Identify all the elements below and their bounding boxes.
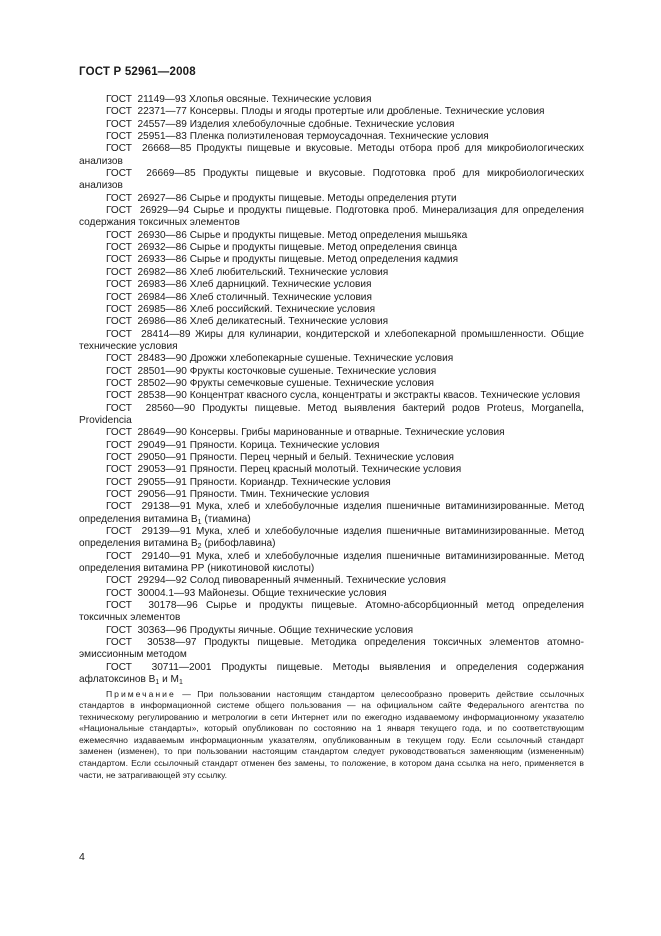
entry-code: 28560—90 (145, 402, 196, 414)
entry-title: Сырье и продукты пищевые. Метод определения мышьяка (189, 229, 468, 241)
entry-code: 26932—86 (137, 242, 187, 254)
entry-code: 26668—85 (141, 143, 192, 155)
entry-prefix: ГОСТ (106, 390, 132, 402)
reference-entry (79, 143, 584, 168)
entry-prefix: ГОСТ (106, 624, 132, 636)
entry-title: Хлеб дарницкий. Технические условия (189, 279, 372, 291)
reference-entry (79, 292, 584, 304)
entry-title: Изделия хлебобулочные сдобные. Технические условия (189, 118, 455, 130)
entry-tail: (тиамина) (201, 513, 251, 525)
entry-subscript: 1 (178, 679, 183, 687)
note-paragraph (79, 689, 584, 782)
reference-entry (79, 551, 584, 576)
entry-prefix: ГОСТ (106, 118, 132, 130)
entry-prefix: ГОСТ (106, 427, 132, 439)
entry-prefix: ГОСТ (106, 168, 132, 180)
entry-code: 29053—91 (137, 464, 187, 476)
reference-entry (79, 353, 584, 365)
entry-title: Сырье и продукты пищевые. Метод определения кадмия (189, 254, 459, 266)
entry-code: 26933—86 (137, 254, 187, 266)
entry-code: 26982—86 (137, 266, 187, 278)
entry-title: Хлеб столичный. Технические условия (189, 291, 372, 303)
entry-prefix: ГОСТ (106, 377, 132, 389)
entry-prefix: ГОСТ (106, 353, 132, 365)
entry-prefix: ГОСТ (106, 600, 132, 612)
entry-code: 30363—96 (137, 624, 187, 636)
reference-entry (79, 106, 584, 118)
entry-prefix: ГОСТ (106, 451, 132, 463)
entry-code: 28501—90 (137, 365, 187, 377)
entry-code: 30711—2001 (151, 661, 212, 673)
reference-entry (79, 403, 584, 428)
entry-prefix: ГОСТ (106, 489, 132, 500)
reference-entry (79, 329, 584, 354)
entry-prefix: ГОСТ (106, 143, 132, 155)
entry-code: 29138—91 (141, 501, 192, 513)
entry-prefix: ГОСТ (106, 464, 132, 476)
reference-entry (79, 304, 584, 316)
entry-code: 24557—89 (137, 118, 187, 130)
reference-entry (79, 254, 584, 266)
entry-prefix: ГОСТ (106, 303, 132, 315)
entry-prefix: ГОСТ (106, 266, 132, 278)
entry-prefix: ГОСТ (106, 291, 132, 303)
entry-prefix: ГОСТ (106, 106, 132, 118)
entry-prefix: ГОСТ (106, 575, 132, 587)
reference-entry (79, 452, 584, 464)
entry-title: Пряности. Перец красный молотый. Технические условия (189, 464, 462, 476)
entry-title: Консервы. Плоды и ягоды протертые или дробленые. Технические условия (189, 106, 545, 118)
entry-subscript: 1 (155, 679, 160, 687)
reference-entry (79, 588, 584, 600)
entry-title: Пряности. Тмин. Технические условия (189, 489, 370, 500)
entry-title: Продукты пищевые. Методика определения токсичных элементов атомно-эмиссионным методом (79, 637, 584, 661)
entry-title: Пряности. Перец черный и белый. Технические условия (189, 451, 454, 463)
reference-entry (79, 575, 584, 587)
reference-entry (79, 366, 584, 378)
reference-entry (79, 119, 584, 131)
entry-prefix: ГОСТ (106, 550, 132, 562)
entry-title: Пряности. Кориандр. Технические условия (189, 476, 391, 488)
entry-subscript: 2 (197, 543, 202, 551)
entry-title: Фрукты косточковые сушеные. Технические условия (189, 365, 437, 377)
references-list (79, 94, 584, 790)
entry-title: Дрожжи хлебопекарные сушеные. Технические условия (189, 353, 454, 365)
entry-code: 28483—90 (137, 353, 187, 365)
entry-title: Майонезы. Общие технические условия (198, 587, 387, 599)
reference-entry (79, 440, 584, 452)
entry-prefix: ГОСТ (106, 501, 132, 513)
entry-title: Пряности. Корица. Технические условия (189, 439, 380, 451)
reference-entry (79, 378, 584, 390)
entry-title: Солод пивоваренный ячменный. Технические условия (189, 575, 446, 587)
entry-code: 26983—86 (137, 279, 187, 291)
entry-prefix: ГОСТ (106, 131, 132, 143)
entry-code: 29294—92 (137, 575, 187, 587)
entry-title: Хлопья овсяные. Технические условия (188, 94, 372, 105)
entry-code: 26929—94 (139, 205, 190, 217)
entry-tail: (рибофлавина) (201, 538, 276, 550)
entry-prefix: ГОСТ (106, 192, 132, 204)
entry-code: 29049—91 (137, 439, 187, 451)
entry-code: 26669—85 (146, 168, 196, 180)
entry-code: 29139—91 (141, 526, 192, 538)
entry-code: 29050—91 (137, 451, 187, 463)
entry-prefix: ГОСТ (106, 402, 132, 414)
reference-entry (79, 600, 584, 625)
entry-prefix: ГОСТ (106, 254, 132, 266)
entry-title: Пленка полиэтиленовая термоусадочная. Технические условия (189, 131, 489, 143)
entry-title: Сырье и продукты пищевые. Подготовка проб. Минерализация для определения содержания токсичных элементов (79, 205, 584, 229)
reference-entry (79, 637, 584, 662)
reference-entry (79, 267, 584, 279)
reference-entry (79, 464, 584, 476)
entry-prefix: ГОСТ (106, 587, 132, 599)
entry-title: Концентрат квасного сусла, концентраты и экстракты квасов. Технические условия (189, 390, 581, 402)
entry-code: 30178—96 (148, 600, 198, 612)
entry-prefix: ГОСТ (106, 526, 132, 538)
reference-entry (79, 501, 584, 526)
entry-title: Сырье и продукты пищевые. Атомно-абсорбционный метод определения токсичных элементов (79, 600, 584, 624)
entry-code: 29056—91 (137, 489, 187, 500)
entry-subscript: 1 (197, 518, 202, 526)
reference-entry (79, 131, 584, 143)
entry-code: 28502—90 (137, 377, 187, 389)
reference-entry (79, 205, 584, 230)
reference-entry (79, 477, 584, 489)
entry-code: 26986—86 (137, 316, 187, 328)
entry-code: 25951—83 (137, 131, 187, 143)
entry-prefix: ГОСТ (106, 328, 132, 340)
document-header: ГОСТ Р 52961—2008 (79, 66, 196, 78)
entry-code: 26927—86 (137, 192, 187, 204)
entry-code: 21149—93 (137, 94, 187, 105)
reference-entry (79, 168, 584, 193)
reference-entry (79, 390, 584, 402)
entry-title: Продукты яичные. Общие технические условия (189, 624, 414, 636)
reference-entry (79, 625, 584, 637)
entry-title: Хлеб деликатесный. Технические условия (189, 316, 389, 328)
entry-prefix: ГОСТ (106, 316, 132, 328)
entry-code: 26985—86 (137, 303, 187, 315)
reference-entry (79, 279, 584, 291)
reference-entry (79, 230, 584, 242)
entry-code: 26984—86 (137, 291, 187, 303)
entry-code: 29055—91 (137, 476, 187, 488)
reference-entry (79, 427, 584, 439)
reference-entry (79, 193, 584, 205)
entry-code: 30004.1—93 (137, 587, 196, 599)
entry-tail: и М (159, 674, 179, 686)
entry-prefix: ГОСТ (106, 476, 132, 488)
entry-title: Фрукты семечковые сушеные. Технические условия (189, 377, 434, 389)
entry-title: Продукты пищевые и вкусовые. Методы отбора проб для микробиологических анализов (79, 143, 584, 167)
entry-title: Продукты пищевые и вкусовые. Подготовка проб для микробиологических анализов (79, 168, 584, 192)
entry-prefix: ГОСТ (106, 439, 132, 451)
entry-code: 30538—97 (147, 637, 197, 649)
entry-title: Жиры для кулинарии, кондитерской и хлебопекарной промышленности. Общие технические условия (79, 328, 585, 352)
entry-prefix: ГОСТ (106, 94, 132, 105)
entry-title: Сырье и продукты пищевые. Методы определения ртути (189, 192, 457, 204)
entry-prefix: ГОСТ (106, 242, 132, 254)
entry-title: Мука, хлеб и хлебобулочные изделия пшеничные витаминизированные. Метод определения витамина В (79, 526, 585, 550)
entry-code: 26930—86 (137, 229, 187, 241)
entry-prefix: ГОСТ (106, 279, 132, 291)
entry-title: Продукты пищевые. Методы выявления и определения содержания афлатоксинов В (79, 661, 584, 686)
entry-title: Хлеб российский. Технические условия (189, 303, 376, 315)
entry-title: Хлеб любительский. Технические условия (189, 266, 389, 278)
entry-prefix: ГОСТ (106, 205, 132, 217)
note-text: — При пользовании настоящим стандартом целесообразно проверить действие ссылочных стандартов в информационной системе общего пользования — на официальном сайте Федерального агентства по техническому регулированию и метрологии в сети Интернет или по ежегодно издаваемому информационному указателю «Национальные стандарты», который опубликован по состоянию на 1 января текущего года, и по соответствующим ежемесячно издаваемым информационным указателям, опубликованным в текущем году. Если ссылочный стандарт заменен (изменен), то при пользовании настоящим стандартом следует руководствоваться заменяющим (измененным) стандартом. Если ссылочный стандарт отменен без замены, то положение, в котором дана ссылка на него, применяется в части, не затрагивающей эту ссылку. (79, 688, 584, 780)
entry-code: 22371—77 (137, 106, 187, 118)
entries-container (79, 94, 584, 687)
entry-prefix: ГОСТ (106, 661, 132, 673)
reference-entry (79, 316, 584, 328)
entry-prefix: ГОСТ (106, 637, 132, 649)
entry-code: 28414—89 (141, 328, 191, 340)
reference-entry (79, 242, 584, 254)
entry-title: Консервы. Грибы маринованные и отварные. Технические условия (189, 427, 505, 439)
entry-prefix: ГОСТ (106, 365, 132, 377)
entry-code: 29140—91 (141, 550, 192, 562)
entry-code: 28649—90 (137, 427, 187, 439)
page-number: 4 (79, 851, 85, 863)
entry-prefix: ГОСТ (106, 229, 132, 241)
reference-entry (79, 94, 584, 106)
entry-code: 28538—90 (137, 390, 187, 402)
reference-entry (79, 662, 584, 687)
entry-title: Продукты пищевые. Метод выявления бактерий родов Proteus, Morganella, Providencia (79, 402, 584, 426)
note-label: Примечание (106, 688, 176, 699)
entry-title: Мука, хлеб и хлебобулочные изделия пшеничные витаминизированные. Метод определения витамина В (79, 501, 585, 525)
reference-entry (79, 489, 584, 501)
entry-title: Сырье и продукты пищевые. Метод определения свинца (189, 242, 457, 254)
reference-entry (79, 526, 584, 551)
entry-title: Мука, хлеб и хлебобулочные изделия пшеничные витаминизированные. Метод определения витамина РР (никотиновой кислоты) (79, 550, 585, 575)
